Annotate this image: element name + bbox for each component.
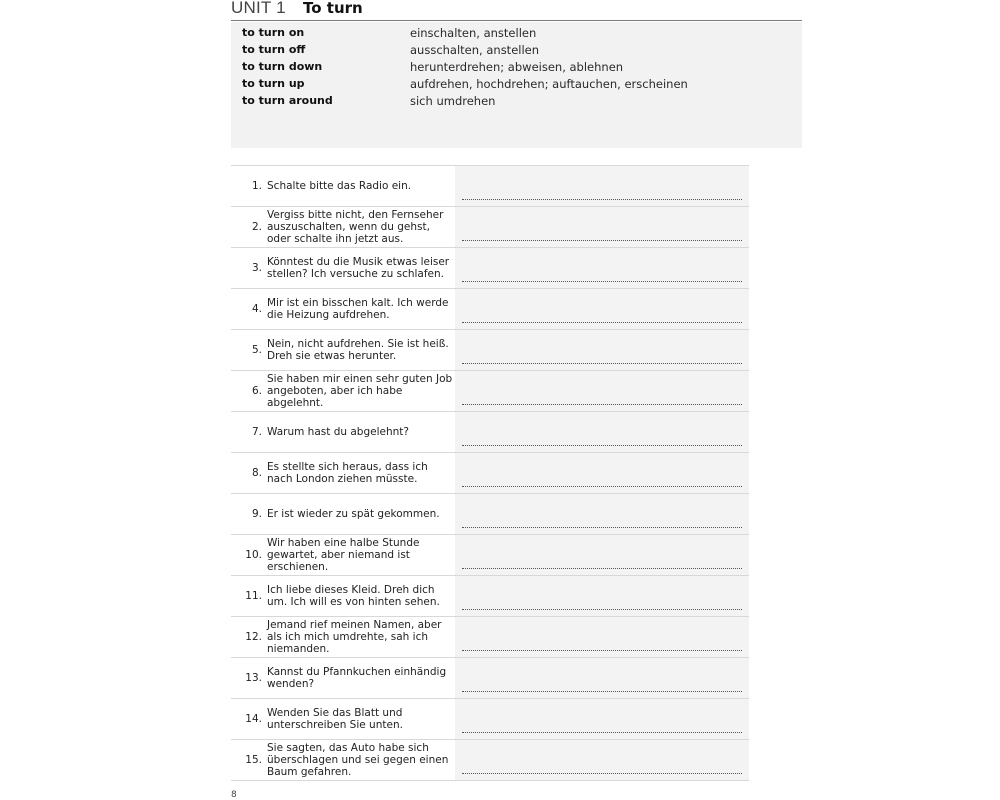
vocab-german: ausschalten, anstellen <box>410 43 540 57</box>
exercise-sentence: Mir ist ein bisschen kalt. Ich werde die Heizung aufdrehen. <box>267 297 449 321</box>
vocab-row <box>231 77 802 94</box>
exercise-number: 11. <box>245 590 262 602</box>
vocab-german: einschalten, anstellen <box>410 26 537 40</box>
exercise-prompt <box>231 699 455 739</box>
exercise-row <box>231 535 749 576</box>
exercise-sentence: Jemand rief meinen Namen, aber als ich mich umdrehte, sah ich niemanden. <box>267 619 442 655</box>
vocab-row <box>231 43 802 60</box>
exercise-prompt <box>231 617 455 657</box>
answer-field[interactable] <box>455 207 749 247</box>
answer-dotted-line <box>462 199 742 200</box>
exercise-sentence: Warum hast du abgelehnt? <box>267 426 409 438</box>
exercise-sentence: Ich liebe dieses Kleid. Dreh dich um. Ich will es von hinten sehen. <box>267 584 440 608</box>
unit-label: UNIT 1 <box>231 0 286 17</box>
exercise-number: 3. <box>251 262 262 274</box>
exercise-number: 1. <box>251 180 262 192</box>
exercise-row <box>231 371 749 412</box>
vocab-german: herunterdrehen; abweisen, ablehnen <box>410 60 624 74</box>
vocab-english: to turn on <box>242 26 305 39</box>
exercise-number: 13. <box>245 672 262 684</box>
answer-dotted-line <box>462 486 742 487</box>
vocab-row <box>231 60 802 77</box>
exercise-number: 4. <box>251 303 262 315</box>
answer-field[interactable] <box>455 535 749 575</box>
page-number: 8 <box>231 790 237 800</box>
unit-title: To turn <box>303 0 363 17</box>
answer-field[interactable] <box>455 248 749 288</box>
exercise-sentence: Kannst du Pfannkuchen einhändig wenden? <box>267 666 447 690</box>
exercise-row <box>231 248 749 289</box>
answer-dotted-line <box>462 650 742 651</box>
vocab-row <box>231 94 802 111</box>
exercise-sentence: Könntest du die Musik etwas leiser stellen? Ich versuche zu schlafen. <box>267 256 450 280</box>
exercise-number: 15. <box>245 754 262 766</box>
exercise-prompt <box>231 453 455 493</box>
exercise-sentence: Sie sagten, das Auto habe sich überschlagen und sei gegen einen Baum gefahren. <box>267 742 449 778</box>
exercise-number: 6. <box>251 385 262 397</box>
exercise-row <box>231 289 749 330</box>
exercise-number: 8. <box>251 467 262 479</box>
answer-dotted-line <box>462 527 742 528</box>
exercise-row <box>231 166 749 207</box>
vocab-english: to turn up <box>242 77 305 90</box>
answer-dotted-line <box>462 609 742 610</box>
answer-dotted-line <box>462 732 742 733</box>
exercise-number: 9. <box>251 508 262 520</box>
exercise-prompt <box>231 535 455 575</box>
vocab-english: to turn down <box>242 60 323 73</box>
answer-field[interactable] <box>455 576 749 616</box>
vocab-german: aufdrehen, hochdrehen; auftauchen, erscheinen <box>410 77 688 91</box>
answer-field[interactable] <box>455 289 749 329</box>
exercise-row <box>231 330 749 371</box>
exercise-sentence: Wenden Sie das Blatt und unterschreiben Sie unten. <box>267 707 403 731</box>
exercise-number: 12. <box>245 631 262 643</box>
exercise-sentence: Sie haben mir einen sehr guten Job angeboten, aber ich habe abgelehnt. <box>267 373 453 409</box>
answer-dotted-line <box>462 240 742 241</box>
answer-field[interactable] <box>455 166 749 206</box>
answer-field[interactable] <box>455 453 749 493</box>
vocab-english: to turn around <box>242 94 333 107</box>
exercise-row <box>231 617 749 658</box>
answer-field[interactable] <box>455 330 749 370</box>
exercise-sentence: Nein, nicht aufdrehen. Sie ist heiß. Dreh sie etwas herunter. <box>267 338 449 362</box>
vocab-row <box>231 26 802 43</box>
exercise-row <box>231 699 749 740</box>
exercise-prompt <box>231 166 455 206</box>
answer-dotted-line <box>462 363 742 364</box>
answer-dotted-line <box>462 322 742 323</box>
exercise-prompt <box>231 330 455 370</box>
exercise-row <box>231 453 749 494</box>
exercise-sentence: Schalte bitte das Radio ein. <box>267 180 412 192</box>
answer-field[interactable] <box>455 494 749 534</box>
exercise-prompt <box>231 494 455 534</box>
answer-field[interactable] <box>455 658 749 698</box>
answer-field[interactable] <box>455 371 749 411</box>
page-header <box>231 0 802 21</box>
exercise-number: 5. <box>251 344 262 356</box>
answer-field[interactable] <box>455 617 749 657</box>
exercise-number: 7. <box>251 426 262 438</box>
answer-dotted-line <box>462 773 742 774</box>
exercise-row <box>231 658 749 699</box>
exercise-number: 2. <box>251 221 262 233</box>
vocab-german: sich umdrehen <box>410 94 496 108</box>
exercise-number: 14. <box>245 713 262 725</box>
answer-field[interactable] <box>455 412 749 452</box>
exercise-row <box>231 207 749 248</box>
exercise-prompt <box>231 248 455 288</box>
vocabulary-box <box>231 22 802 148</box>
exercise-number: 10. <box>245 549 262 561</box>
exercise-sentence: Es stellte sich heraus, dass ich nach London ziehen müsste. <box>267 461 428 485</box>
exercise-sentence: Wir haben eine halbe Stunde gewartet, aber niemand ist erschienen. <box>267 537 420 573</box>
answer-dotted-line <box>462 281 742 282</box>
exercise-sentence: Er ist wieder zu spät gekommen. <box>267 508 440 520</box>
vocab-english: to turn off <box>242 43 306 56</box>
exercise-prompt <box>231 412 455 452</box>
exercise-row <box>231 412 749 453</box>
answer-dotted-line <box>462 445 742 446</box>
answer-field[interactable] <box>455 740 749 780</box>
exercise-sentence: Vergiss bitte nicht, den Fernseher auszuschalten, wenn du gehst, oder schalte ihn jetzt aus. <box>267 209 444 245</box>
exercise-prompt <box>231 658 455 698</box>
exercise-prompt <box>231 207 455 247</box>
exercise-prompt <box>231 576 455 616</box>
answer-dotted-line <box>462 404 742 405</box>
exercise-prompt <box>231 371 455 411</box>
exercise-row <box>231 740 749 781</box>
answer-dotted-line <box>462 568 742 569</box>
exercise-prompt <box>231 289 455 329</box>
exercise-row <box>231 494 749 535</box>
answer-dotted-line <box>462 691 742 692</box>
exercise-row <box>231 576 749 617</box>
answer-field[interactable] <box>455 699 749 739</box>
exercise-table <box>231 165 749 781</box>
exercise-prompt <box>231 740 455 780</box>
